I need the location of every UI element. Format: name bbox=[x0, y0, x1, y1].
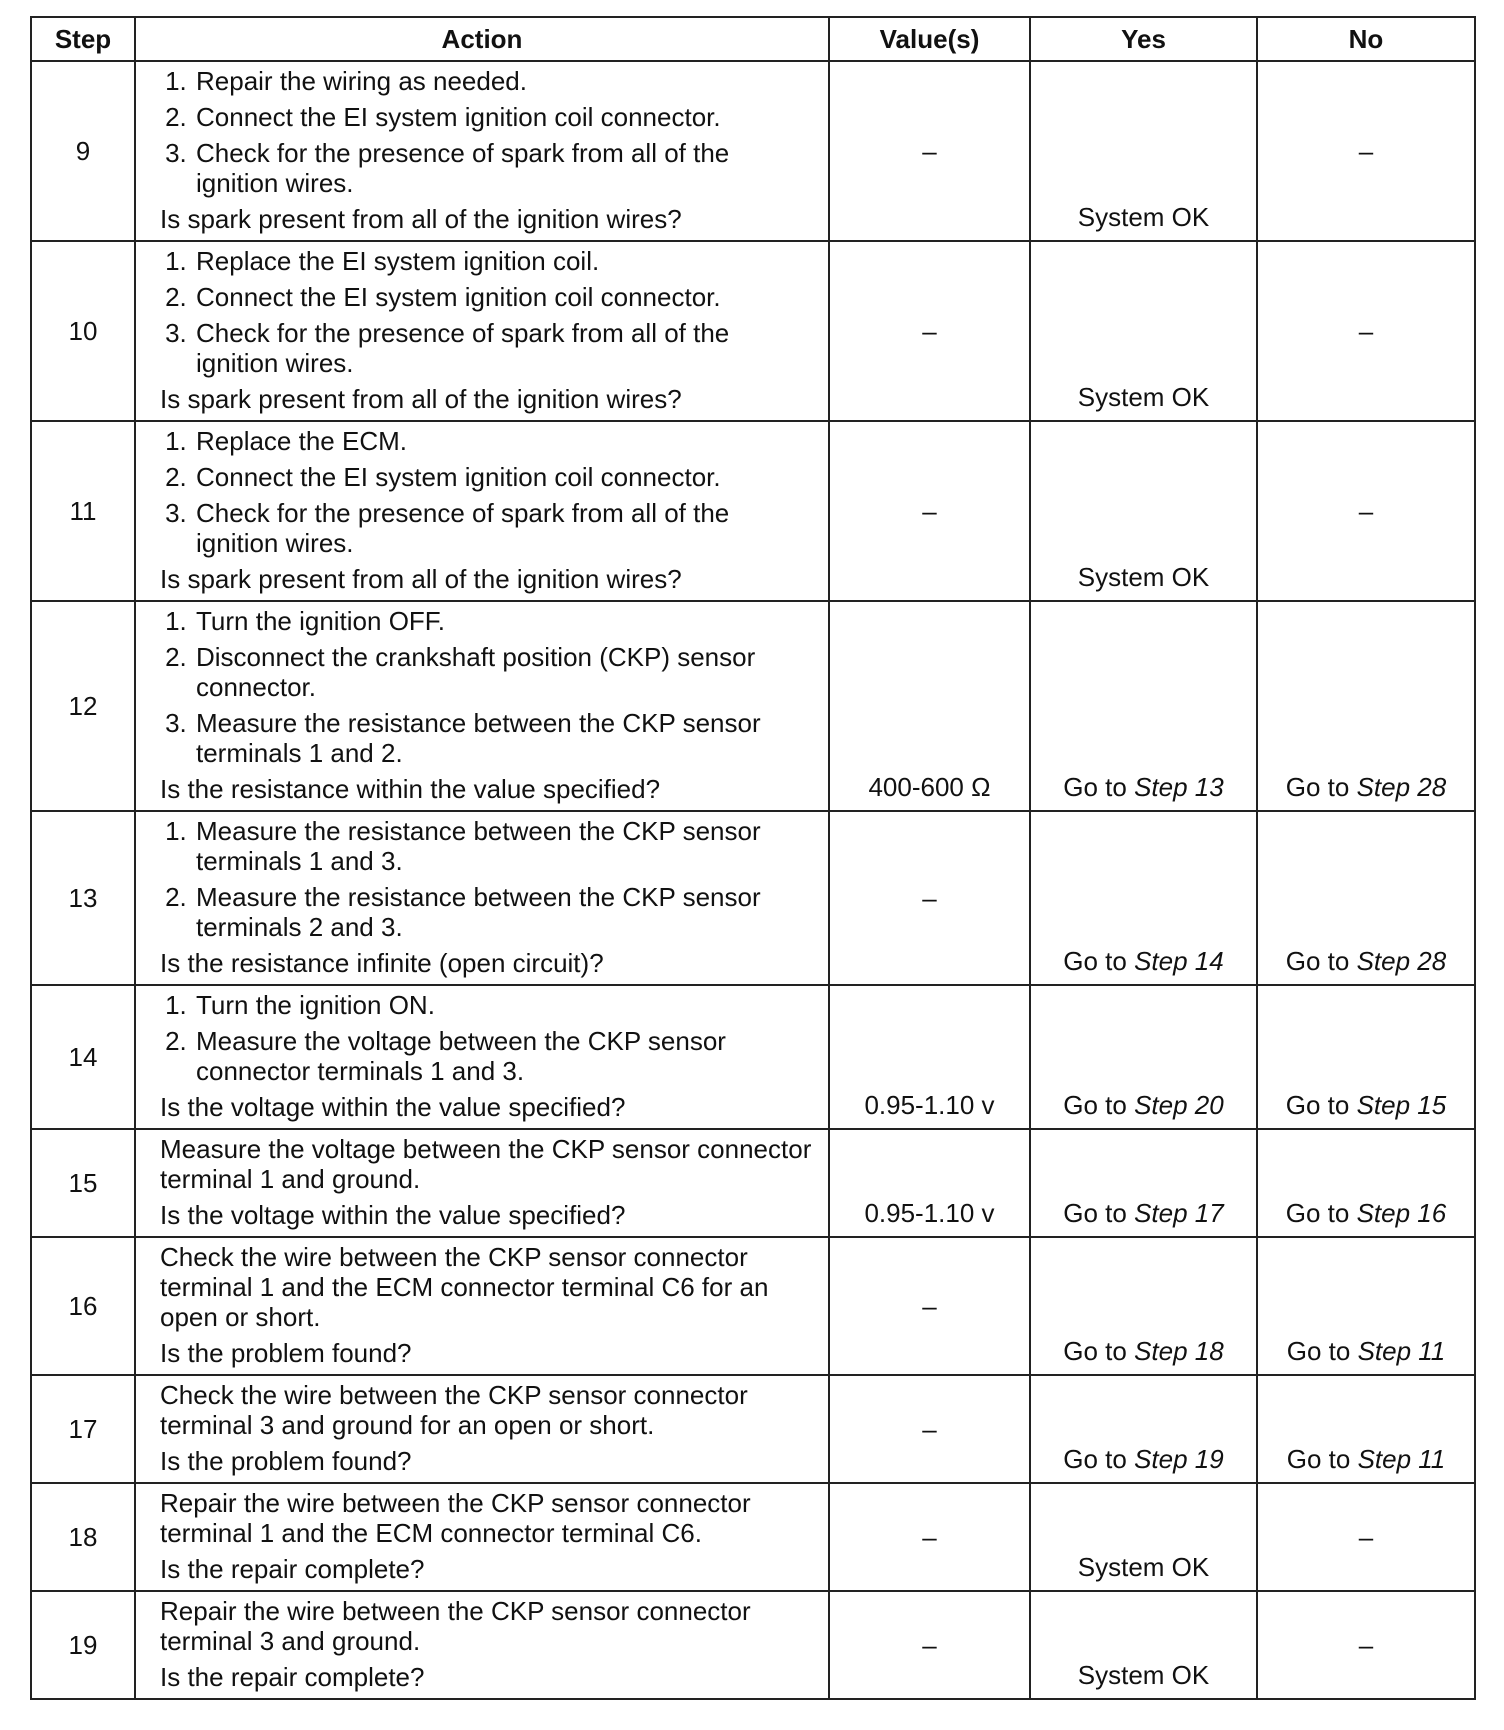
action-steps-list bbox=[160, 816, 818, 942]
yes-cell bbox=[1030, 241, 1257, 421]
action-steps-list bbox=[160, 426, 818, 558]
yes-step-link: Step 17 bbox=[1134, 1198, 1224, 1228]
action-step-item: 2. Connect the EI system ignition coil connector. bbox=[194, 282, 818, 312]
table-row bbox=[31, 1375, 1475, 1483]
yes-text: System OK bbox=[1077, 202, 1210, 232]
no-step-link: Step 15 bbox=[1356, 1090, 1447, 1120]
action-cell bbox=[135, 61, 829, 241]
no-text: Go to bbox=[1286, 1336, 1358, 1366]
value-cell: – bbox=[829, 421, 1030, 601]
no-cell bbox=[1257, 1129, 1475, 1237]
no-text: Go to bbox=[1285, 772, 1357, 802]
action-cell bbox=[135, 601, 829, 811]
action-step-item: 2. Disconnect the crankshaft position (CKP) sensor connector. bbox=[194, 642, 818, 702]
no-step-link: Step 16 bbox=[1356, 1198, 1447, 1228]
action-question: Is spark present from all of the ignition wires? bbox=[160, 384, 682, 414]
action-step-item: 1. Turn the ignition ON. bbox=[194, 990, 818, 1020]
value-cell: 0.95-1.10 v bbox=[829, 1129, 1030, 1237]
no-step-link: Step 28 bbox=[1356, 946, 1447, 976]
action-step-item: 2. Connect the EI system ignition coil connector. bbox=[194, 102, 818, 132]
value-cell: – bbox=[829, 241, 1030, 421]
action-step-item: 1. Replace the EI system ignition coil. bbox=[194, 246, 818, 276]
diagnostic-table bbox=[30, 16, 1476, 1700]
yes-cell bbox=[1030, 1483, 1257, 1591]
action-step-item: 1. Repair the wiring as needed. bbox=[194, 66, 818, 96]
action-cell bbox=[135, 1129, 829, 1237]
yes-cell bbox=[1030, 1591, 1257, 1699]
step-number: 13 bbox=[31, 811, 135, 985]
yes-text: Go to bbox=[1063, 946, 1135, 976]
no-cell bbox=[1257, 1237, 1475, 1375]
header-row bbox=[31, 17, 1475, 61]
no-text: Go to bbox=[1285, 1198, 1357, 1228]
action-cell bbox=[135, 811, 829, 985]
yes-cell bbox=[1030, 421, 1257, 601]
value-cell: – bbox=[829, 1591, 1030, 1699]
no-cell bbox=[1257, 1375, 1475, 1483]
action-question: Is spark present from all of the ignition wires? bbox=[160, 204, 682, 234]
no-text: – bbox=[1358, 316, 1374, 346]
yes-text: System OK bbox=[1077, 562, 1210, 592]
action-steps-list bbox=[160, 990, 818, 1086]
action-text: Repair the wire between the CKP sensor connector terminal 1 and the ECM connector terminal C6. bbox=[160, 1488, 751, 1548]
step-number: 14 bbox=[31, 985, 135, 1129]
step-number: 10 bbox=[31, 241, 135, 421]
step-number: 9 bbox=[31, 61, 135, 241]
action-step-item: 2. Connect the EI system ignition coil connector. bbox=[194, 462, 818, 492]
action-cell bbox=[135, 1237, 829, 1375]
table-row bbox=[31, 985, 1475, 1129]
action-question: Is the voltage within the value specified? bbox=[160, 1092, 626, 1122]
table-body bbox=[31, 61, 1475, 1699]
action-question: Is the repair complete? bbox=[160, 1554, 425, 1584]
action-step-item: 3. Measure the resistance between the CKP sensor terminals 1 and 2. bbox=[194, 708, 818, 768]
table-row bbox=[31, 61, 1475, 241]
action-step-item: 3. Check for the presence of spark from all of the ignition wires. bbox=[194, 138, 818, 198]
header-yes: Yes bbox=[1030, 17, 1257, 61]
value-cell: – bbox=[829, 1375, 1030, 1483]
yes-text: Go to bbox=[1063, 1444, 1135, 1474]
action-step-item: 1. Replace the ECM. bbox=[194, 426, 818, 456]
action-text: Repair the wire between the CKP sensor connector terminal 3 and ground. bbox=[160, 1596, 751, 1656]
step-number: 15 bbox=[31, 1129, 135, 1237]
action-cell bbox=[135, 421, 829, 601]
action-cell bbox=[135, 241, 829, 421]
no-cell bbox=[1257, 241, 1475, 421]
action-cell bbox=[135, 1591, 829, 1699]
action-steps-list bbox=[160, 606, 818, 768]
yes-step-link: Step 19 bbox=[1134, 1444, 1224, 1474]
step-number: 18 bbox=[31, 1483, 135, 1591]
action-steps-list bbox=[160, 246, 818, 378]
no-cell bbox=[1257, 61, 1475, 241]
no-step-link: Step 11 bbox=[1357, 1336, 1446, 1366]
value-cell: 0.95-1.10 v bbox=[829, 985, 1030, 1129]
action-question: Is the repair complete? bbox=[160, 1662, 425, 1692]
yes-cell bbox=[1030, 601, 1257, 811]
header-step: Step bbox=[31, 17, 135, 61]
step-number: 19 bbox=[31, 1591, 135, 1699]
yes-step-link: Step 18 bbox=[1134, 1336, 1224, 1366]
header-action: Action bbox=[135, 17, 829, 61]
no-cell bbox=[1257, 601, 1475, 811]
action-cell bbox=[135, 985, 829, 1129]
no-text: Go to bbox=[1285, 1090, 1357, 1120]
action-question: Is the problem found? bbox=[160, 1338, 412, 1368]
table-row bbox=[31, 241, 1475, 421]
table-row bbox=[31, 421, 1475, 601]
action-question: Is the resistance infinite (open circuit)? bbox=[160, 948, 604, 978]
yes-cell bbox=[1030, 1375, 1257, 1483]
yes-cell bbox=[1030, 1237, 1257, 1375]
no-text: – bbox=[1358, 136, 1374, 166]
table-row bbox=[31, 1237, 1475, 1375]
yes-text: Go to bbox=[1063, 1336, 1135, 1366]
no-cell bbox=[1257, 421, 1475, 601]
action-question: Is the resistance within the value specified? bbox=[160, 774, 661, 804]
yes-text: System OK bbox=[1077, 382, 1210, 412]
table-row bbox=[31, 601, 1475, 811]
action-question: Is the problem found? bbox=[160, 1446, 412, 1476]
action-text: Check the wire between the CKP sensor connector terminal 3 and ground for an open or short. bbox=[160, 1380, 748, 1440]
no-step-link: Step 28 bbox=[1356, 772, 1447, 802]
yes-cell bbox=[1030, 811, 1257, 985]
action-text: Check the wire between the CKP sensor connector terminal 1 and the ECM connector terminal C6 for an open or short. bbox=[160, 1242, 769, 1332]
action-step-item: 3. Check for the presence of spark from all of the ignition wires. bbox=[194, 498, 818, 558]
value-cell: – bbox=[829, 1483, 1030, 1591]
action-step-item: 3. Check for the presence of spark from all of the ignition wires. bbox=[194, 318, 818, 378]
no-text: – bbox=[1358, 496, 1374, 526]
yes-cell bbox=[1030, 1129, 1257, 1237]
action-step-item: 2. Measure the resistance between the CKP sensor terminals 2 and 3. bbox=[194, 882, 818, 942]
table-row bbox=[31, 811, 1475, 985]
yes-text: System OK bbox=[1077, 1660, 1210, 1690]
table-row bbox=[31, 1591, 1475, 1699]
step-number: 11 bbox=[31, 421, 135, 601]
action-step-item: 1. Turn the ignition OFF. bbox=[194, 606, 818, 636]
yes-text: Go to bbox=[1063, 1090, 1135, 1120]
action-question: Is spark present from all of the ignition wires? bbox=[160, 564, 682, 594]
table-row bbox=[31, 1483, 1475, 1591]
no-cell bbox=[1257, 1591, 1475, 1699]
step-number: 12 bbox=[31, 601, 135, 811]
value-cell: 400-600 Ω bbox=[829, 601, 1030, 811]
yes-step-link: Step 13 bbox=[1134, 772, 1224, 802]
no-text: Go to bbox=[1286, 1444, 1358, 1474]
yes-cell bbox=[1030, 61, 1257, 241]
header-no: No bbox=[1257, 17, 1475, 61]
action-question: Is the voltage within the value specified? bbox=[160, 1200, 626, 1230]
action-step-item: 2. Measure the voltage between the CKP sensor connector terminals 1 and 3. bbox=[194, 1026, 818, 1086]
yes-cell bbox=[1030, 985, 1257, 1129]
no-cell bbox=[1257, 985, 1475, 1129]
step-number: 16 bbox=[31, 1237, 135, 1375]
yes-step-link: Step 14 bbox=[1134, 946, 1224, 976]
no-step-link: Step 11 bbox=[1357, 1444, 1446, 1474]
no-text: Go to bbox=[1285, 946, 1357, 976]
yes-text: System OK bbox=[1077, 1552, 1210, 1582]
action-step-item: 1. Measure the resistance between the CKP sensor terminals 1 and 3. bbox=[194, 816, 818, 876]
table-row bbox=[31, 1129, 1475, 1237]
action-cell bbox=[135, 1375, 829, 1483]
value-cell: – bbox=[829, 61, 1030, 241]
value-cell: – bbox=[829, 811, 1030, 985]
header-values: Value(s) bbox=[829, 17, 1030, 61]
no-cell bbox=[1257, 811, 1475, 985]
yes-step-link: Step 20 bbox=[1134, 1090, 1224, 1120]
no-text: – bbox=[1358, 1630, 1374, 1660]
yes-text: Go to bbox=[1063, 1198, 1135, 1228]
no-text: – bbox=[1358, 1522, 1374, 1552]
action-cell bbox=[135, 1483, 829, 1591]
action-text: Measure the voltage between the CKP sensor connector terminal 1 and ground. bbox=[160, 1134, 812, 1194]
action-steps-list bbox=[160, 66, 818, 198]
no-cell bbox=[1257, 1483, 1475, 1591]
value-cell: – bbox=[829, 1237, 1030, 1375]
yes-text: Go to bbox=[1063, 772, 1135, 802]
step-number: 17 bbox=[31, 1375, 135, 1483]
